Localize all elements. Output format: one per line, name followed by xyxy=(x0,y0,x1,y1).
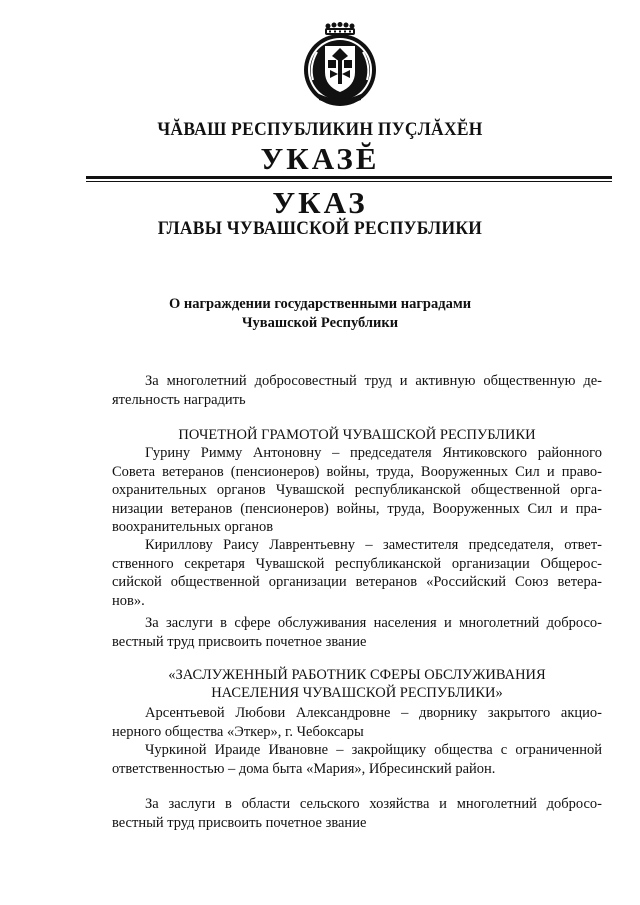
text-line: нов». xyxy=(112,592,145,609)
russian-decree-title: УКАЗ xyxy=(272,185,368,220)
chuvash-decree-title: УКАЗĔ xyxy=(260,141,380,176)
paragraph-intro-labor xyxy=(112,372,602,409)
coat-of-arms-icon xyxy=(297,22,383,108)
text-line: ственного секретаря Чувашской республиканской организации Общерос- xyxy=(112,555,602,572)
russian-heading: ГЛАВЫ ЧУВАШСКОЙ РЕСПУБЛИКИ xyxy=(157,218,483,239)
text-line: охранительных органов Чувашской республиканской общественной орга- xyxy=(112,482,602,498)
document-title xyxy=(0,295,640,333)
paragraph-kirillova xyxy=(112,536,602,610)
document-title-line: Чувашской Республики xyxy=(241,315,399,331)
text-line: ятельность наградить xyxy=(112,391,246,408)
paragraph-gurina xyxy=(112,444,602,537)
text-line: Чуркиной Ираиде Ивановне – закройщику общества с ограниченной xyxy=(145,742,602,758)
document-title-line: О награждении государственными наградами xyxy=(168,296,472,312)
paragraph-intro-agriculture xyxy=(112,795,602,832)
header-divider-thick xyxy=(86,176,612,179)
text-line: ответственностью – дома быта «Мария», Ибресинский район. xyxy=(112,760,496,777)
text-line: Гурину Римму Антоновну – председателя Янтиковского районного xyxy=(145,445,602,461)
text-line: Кириллову Раису Лаврентьевну – заместителя председателя, ответ- xyxy=(145,537,602,553)
text-line: вестный труд присвоить почетное звание xyxy=(112,814,367,831)
text-line: воохранительных органов xyxy=(112,519,274,535)
header-divider-thin xyxy=(86,181,612,182)
text-line: Совета ветеранов (пенсионеров) войны, труда, Вооруженных Сил и право- xyxy=(112,463,602,480)
paragraph-arsentyeva xyxy=(112,704,602,741)
text-line: За заслуги в сфере обслуживания населения и многолетний добросо- xyxy=(145,615,602,631)
text-line: За многолетний добросовестный труд и активную общественную де- xyxy=(145,373,602,389)
text-line: нерного общества «Эткер», г. Чебоксары xyxy=(112,723,364,740)
text-line: За заслуги в области сельского хозяйства и многолетний добросо- xyxy=(145,796,602,812)
paragraph-churkina xyxy=(112,741,602,778)
award-heading-services: НАСЕЛЕНИЯ ЧУВАШСКОЙ РЕСПУБЛИКИ» xyxy=(211,685,503,701)
paragraph-intro-services xyxy=(112,614,602,651)
text-line: Арсентьевой Любови Александровне – дворнику закрытого акцио- xyxy=(145,705,602,721)
text-line: вестный труд присвоить почетное звание xyxy=(112,633,367,650)
text-line: низации ветеранов (пенсионеров) войны, труда, Вооруженных Сил и пра- xyxy=(112,500,602,517)
chuvash-heading: ЧĂВАШ РЕСПУБЛИКИН ПУÇЛĂХĔН xyxy=(157,119,483,140)
text-line: сийской общественной организации ветеранов «Российский Союз ветера- xyxy=(112,574,602,590)
award-heading-services: «ЗАСЛУЖЕННЫЙ РАБОТНИК СФЕРЫ ОБСЛУЖИВАНИЯ xyxy=(168,667,546,683)
award-heading-gramota: ПОЧЕТНОЙ ГРАМОТОЙ ЧУВАШСКОЙ РЕСПУБЛИКИ xyxy=(178,427,536,443)
